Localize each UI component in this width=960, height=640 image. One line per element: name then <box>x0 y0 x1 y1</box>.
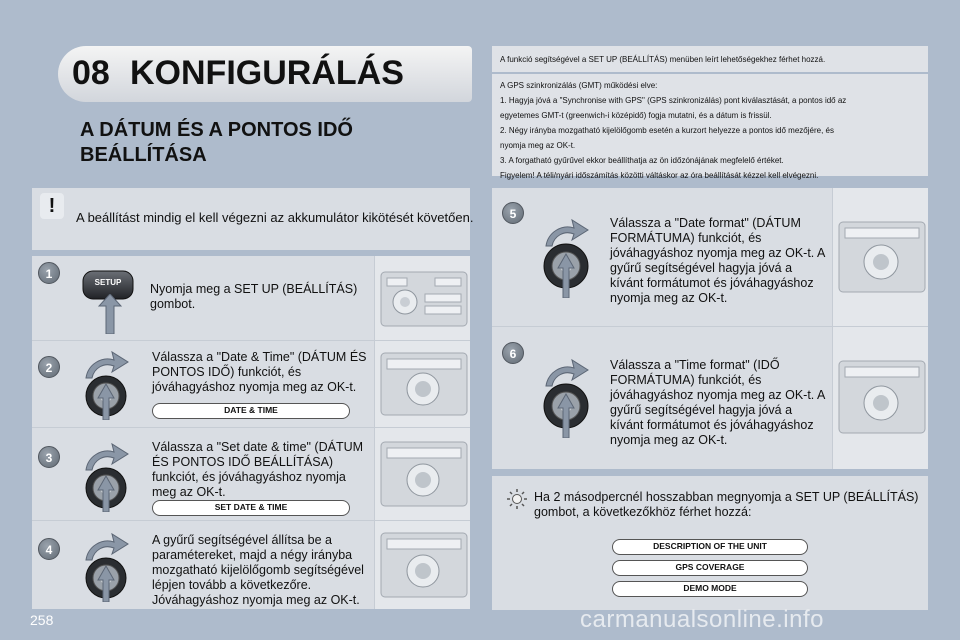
setup-button-label: SETUP <box>94 278 122 287</box>
step-number-5: 5 <box>502 202 524 224</box>
gps-info-line: Figyelem! A téli/nyári időszámítás közötti váltáskor az óra beállítását kézzel kell elvégezni. <box>500 171 819 180</box>
step-number-4: 4 <box>38 538 60 560</box>
gps-info-line: A GPS szinkronizálás (GMT) működési elve: <box>500 81 658 90</box>
radio-panel-image-1 <box>374 256 470 340</box>
radio-panel-image-2 <box>374 341 470 427</box>
rotary-knob-icon <box>534 216 598 298</box>
step-number-6: 6 <box>502 342 524 364</box>
step-number-3: 3 <box>38 446 60 468</box>
rotary-knob-icon <box>74 348 138 420</box>
step-text-4: A gyűrű segítségével állítsa be a paramétereket, majd a négy irányba mozgatható kijelölőgomb segítségével lépjen tovább a következőre. Jóváhagyáshoz nyomja meg az OK-t. <box>152 533 364 607</box>
step-text-1: Nyomja meg a SET UP (BEÁLLÍTÁS) gombot. <box>150 282 358 311</box>
rotary-knob-icon <box>534 356 598 438</box>
step-number-2: 2 <box>38 356 60 378</box>
radio-panel-image-3 <box>374 428 470 520</box>
step-text-3: Válassza a "Set date & time" (DÁTUM ÉS PONTOS IDŐ BEÁLLÍTÁSA) funkciót, és jóváhagyáshoz nyomja meg az OK-t. <box>152 440 364 499</box>
gps-info-line: 3. A forgatható gyűrűvel ekkor beállíthatja az ön időzónájának megfelelő értéket. <box>500 156 784 165</box>
press-arrow-icon <box>98 294 122 334</box>
option-tag-gps-coverage: GPS COVERAGE <box>612 560 808 576</box>
option-tag-demo-mode: DEMO MODE <box>612 581 808 597</box>
sun-icon <box>506 488 528 510</box>
warning-text: A beállítást mindig el kell végezni az akkumulátor kikötését követően. <box>76 210 474 225</box>
exclamation-icon: ! <box>40 193 64 219</box>
radio-panel-image-4 <box>374 521 470 609</box>
step-text-6: Válassza a "Time format" (IDŐ FORMÁTUMA) funkciót, és jóváhagyáshoz nyomja meg az OK-t. A gyűrű segítségével hagyja jóvá a kívánt formátumot és jóváhagyáshoz nyomja meg az OK-t. <box>610 358 825 447</box>
page-number: 258 <box>30 612 54 628</box>
rotary-knob-icon <box>74 530 138 602</box>
radio-panel-image-6 <box>832 327 928 469</box>
section-title: A DÁTUM ÉS A PONTOS IDŐ BEÁLLÍTÁSA <box>80 119 353 166</box>
chapter-number: 08 <box>72 54 110 92</box>
rotary-knob-icon <box>74 440 138 512</box>
step-text-5: Válassza a "Date format" (DÁTUM FORMÁTUMA) funkciót, és jóváhagyáshoz nyomja meg az OK-t. A gyűrű segítségével hagyja jóvá a kívánt formátumot és jóváhagyáshoz nyomja meg az OK-t. <box>610 216 825 305</box>
gps-info-line: 1. Hagyja jóvá a "Synchronise with GPS" (GPS szinkronizálás) pont kiválasztását, a pontos idő az <box>500 96 847 105</box>
option-tag-description: DESCRIPTION OF THE UNIT <box>612 539 808 555</box>
gps-info-line: nyomja meg az OK-t. <box>500 141 576 150</box>
watermark: carmanualsonline.info <box>580 606 824 633</box>
tip-text: Ha 2 másodpercnél hosszabban megnyomja a SET UP (BEÁLLÍTÁS) gombot, a következőkhöz férhet hozzá: <box>534 490 919 519</box>
menu-tag-date-time: DATE & TIME <box>152 403 350 419</box>
chapter-title: KONFIGURÁLÁS <box>130 54 404 92</box>
gps-info-line: 2. Négy irányba mozgatható kijelölőgomb esetén a kurzort helyezze a pontos idő mezőjére, és <box>500 126 834 135</box>
menu-tag-set-date-time: SET DATE & TIME <box>152 500 350 516</box>
step-number-1: 1 <box>38 262 60 284</box>
radio-panel-image-5 <box>832 188 928 326</box>
intro-text: A funkció segítségével a SET UP (BEÁLLÍTÁS) menüben leírt lehetőségekhez férhet hozzá. <box>500 55 826 64</box>
gps-info-line: egyetemes GMT-t (greenwich-i középidő) fogja mutatni, és a dátum is frissül. <box>500 111 772 120</box>
step-text-2: Válassza a "Date & Time" (DÁTUM ÉS PONTOS IDŐ) funkciót, és jóváhagyáshoz nyomja meg az OK-t. <box>152 350 367 394</box>
